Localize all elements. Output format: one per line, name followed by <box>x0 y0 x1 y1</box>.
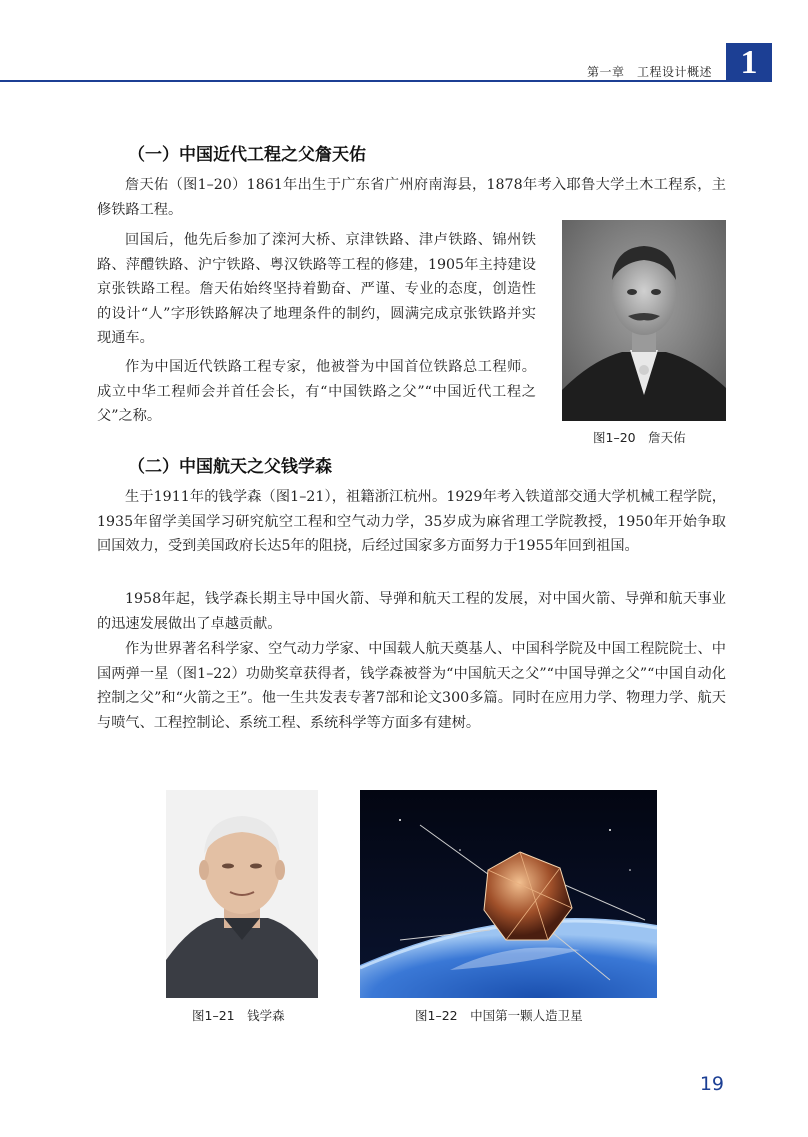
section2-heading: （二）中国航天之父钱学森 <box>128 457 332 477</box>
section1-heading: （一）中国近代工程之父詹天佑 <box>128 145 366 165</box>
figure-1-20-caption: 图1–20 詹天佑 <box>593 430 686 445</box>
chapter-title: 第一章 工程设计概述 <box>586 65 712 79</box>
section2-paragraph-1: 生于1911年的钱学森（图1–21），祖籍浙江杭州。1929年考入铁道部交通大学机械工程学院，1935年留学美国学习研究航空工程和空气动力学，35岁成为麻省理工学院教授，1950年开始争取回国效力，受到美国政府长达5年的阻挠，后经过国家多方面努力于1955年回到祖国。 <box>97 489 726 554</box>
page-number: 19 <box>699 1073 724 1095</box>
satellite-photo <box>360 790 657 998</box>
section2-paragraph-3: 作为世界著名科学家、空气动力学家、中国载人航天奠基人、中国科学院及中国工程院院士、中国两弹一星（图1–22）功勋奖章获得者，钱学森被誉为“中国航天之父”“中国导弹之父”“中国自动化控制之父”和“火箭之王”。他一生共发表专著7部和论文300多篇。同时在应用力学、物理力学、航天与喷气、工程控制论、系统工程、系统科学等方面多有建树。 <box>97 641 726 731</box>
section1-paragraph-1: 詹天佑（图1–20）1861年出生于广东省广州府南海县，1878年考入耶鲁大学土木工程系，主修铁路工程。 <box>97 177 726 218</box>
zhan-tianyou-photo <box>562 220 726 421</box>
header-rule <box>0 80 726 82</box>
section2-paragraph-2: 1958年起，钱学森长期主导中国火箭、导弹和航天工程的发展，对中国火箭、导弹和航天事业的迅速发展做出了卓越贡献。 <box>97 591 726 632</box>
figure-1-21-caption: 图1–21 钱学森 <box>192 1008 285 1023</box>
figure-1-22-caption: 图1–22 中国第一颗人造卫星 <box>415 1008 583 1023</box>
chapter-number-badge: 1 <box>726 43 772 82</box>
qian-xuesen-photo <box>166 790 318 998</box>
section1-paragraph-2: 回国后，他先后参加了滦河大桥、京津铁路、津卢铁路、锦州铁路、萍醴铁路、沪宁铁路、粤汉铁路等工程的修建，1905年主持建设京张铁路工程。詹天佑始终坚持着勤奋、严谨、专业的态度，创造性的设计“人”字形铁路解决了地理条件的制约，圆满完成京张铁路并实现通车。 <box>97 232 536 346</box>
section1-paragraph-3: 作为中国近代铁路工程专家，他被誉为中国首位铁路总工程师。成立中华工程师会并首任会长，有“中国铁路之父”“中国近代工程之父”之称。 <box>97 359 536 424</box>
